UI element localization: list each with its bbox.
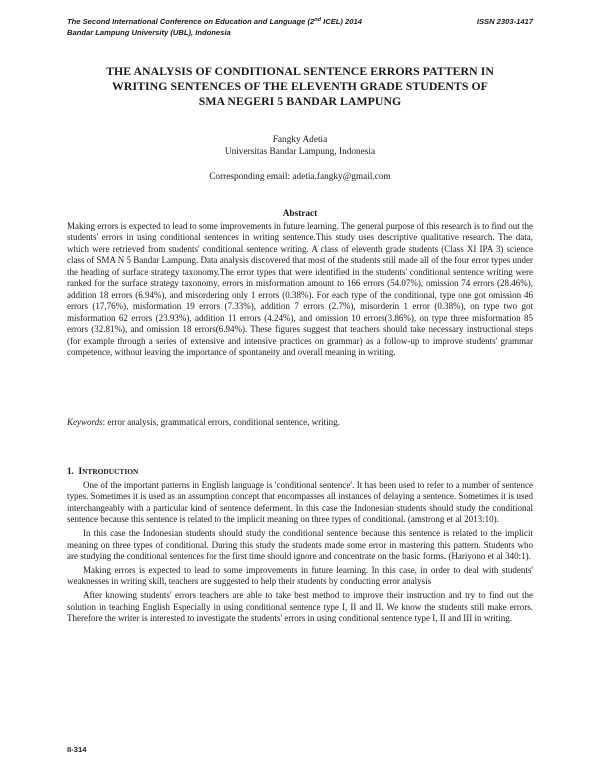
author-block bbox=[67, 134, 533, 159]
author-affiliation: Universitas Bandar Lampung, Indonesia bbox=[224, 147, 376, 158]
title-line: WRITING SENTENCES OF THE ELEVENTH GRADE STUDENTS OF bbox=[112, 79, 488, 94]
paragraph: One of the important patterns in English language is 'conditional sentence'. It has been used to refer to a number of sentence types. Sometimes it is used as an assumption concept that encompasses all instances of delaying a sentence. Sometimes it is used interchangeably with a particular kind of sentence deferment. In this case the Indonesian students should study the conditional sentence because this sentence is related to the implicit meaning on three types of conditional. (amstrong et al 2013:10). bbox=[67, 480, 533, 525]
paper-title bbox=[70, 64, 530, 110]
introduction-body bbox=[67, 480, 533, 627]
issn-label: ISSN 2303-1417 bbox=[476, 17, 533, 26]
paragraph: Making errors is expected to lead to some improvements in future learning. In this case, in order to deal with students' weaknesses in writing skill, teachers are suggested to help their students by conducting error analysis bbox=[67, 564, 533, 587]
paragraph: In this case the Indonesian students should study the conditional sentence because this sentence is related to the implicit meaning on three types of conditional. During this study the students made some error in mastering this pattern. Students who are studying the conditional sentences for the first time should ignore and concentrate on the basic forms. (Hariyono et al 340:1). bbox=[67, 528, 533, 562]
corresponding-email: Corresponding email: adetia.fangky@gmail.com bbox=[209, 172, 391, 182]
university-name: Bandar Lampung University (UBL), Indonesia bbox=[67, 27, 231, 37]
abstract-heading: Abstract bbox=[282, 209, 318, 219]
keywords bbox=[67, 417, 533, 429]
keywords-text: : error analysis, grammatical errors, conditional sentence, writing. bbox=[102, 417, 340, 427]
section-heading-introduction: 1. INTRODUCTION bbox=[67, 466, 139, 476]
author-name: Fangky Adetia bbox=[272, 135, 328, 145]
title-line: SMA NEGERI 5 BANDAR LAMPUNG bbox=[198, 94, 402, 109]
running-header bbox=[67, 17, 533, 38]
keywords-label: Keywords bbox=[67, 417, 103, 427]
paragraph: After knowing students' errors teachers are able to take best method to improve their instruction and try to find out the solution in teaching English Especially in using conditional sentence type I, II and II. We know the students still make errors. Therefore the writer is interested to investigate the students' errors in using conditional sentence type I, II and III in writing. bbox=[67, 590, 533, 624]
conference-name: The Second International Conference on Education and Language (2nd ICEL) 2014 bbox=[67, 17, 362, 26]
page-number: II-314 bbox=[67, 745, 87, 754]
title-line: THE ANALYSIS OF CONDITIONAL SENTENCE ERRORS PATTERN IN bbox=[106, 64, 494, 78]
abstract-text: Making errors is expected to lead to some improvements in future learning. The general purpose of this research is to find out the students' errors in using conditional sentences in writing sentence.This study uses descriptive qualitative research. The data, which were retrieved from students' conditional sentence writing. A class of eleventh grade students (Class XI IPA 3) science class of SMA N 5 Bandar Lampung. Data analysis discovered that most of the students still made all of the four error types under the heading of surface strategy taxonomy.The error types that were identified in the students' conditional sentence writing were ranked for the surface strategy taxonomy, errors in misformation amount to 166 errors (54.07%), omission 74 errors (28.46%), addition 18 errors (6.94%), and misordering only 1 errors (0.38%). For each type of the conditional, type one got omission 46 errors (17,76%), misformation 19 errors (7.33%), addition 7 errors (2.7%), misorderin 1 error (0.38%), on type two got misformation 62 errors (23.93%), addition 11 errors (4.24%), and omission 10 errors(3.86%), on type three misformation 85 errors (32.81%), and omission 18 errors(6.94%). These figures suggest that teachers should take necessary instructional steps (for example through a series of extensive and intensive practices on grammar) as a follow-up to improve students' grammar competence, without leaving the importance of spontaneity and overall meaning in writing. bbox=[67, 221, 533, 357]
